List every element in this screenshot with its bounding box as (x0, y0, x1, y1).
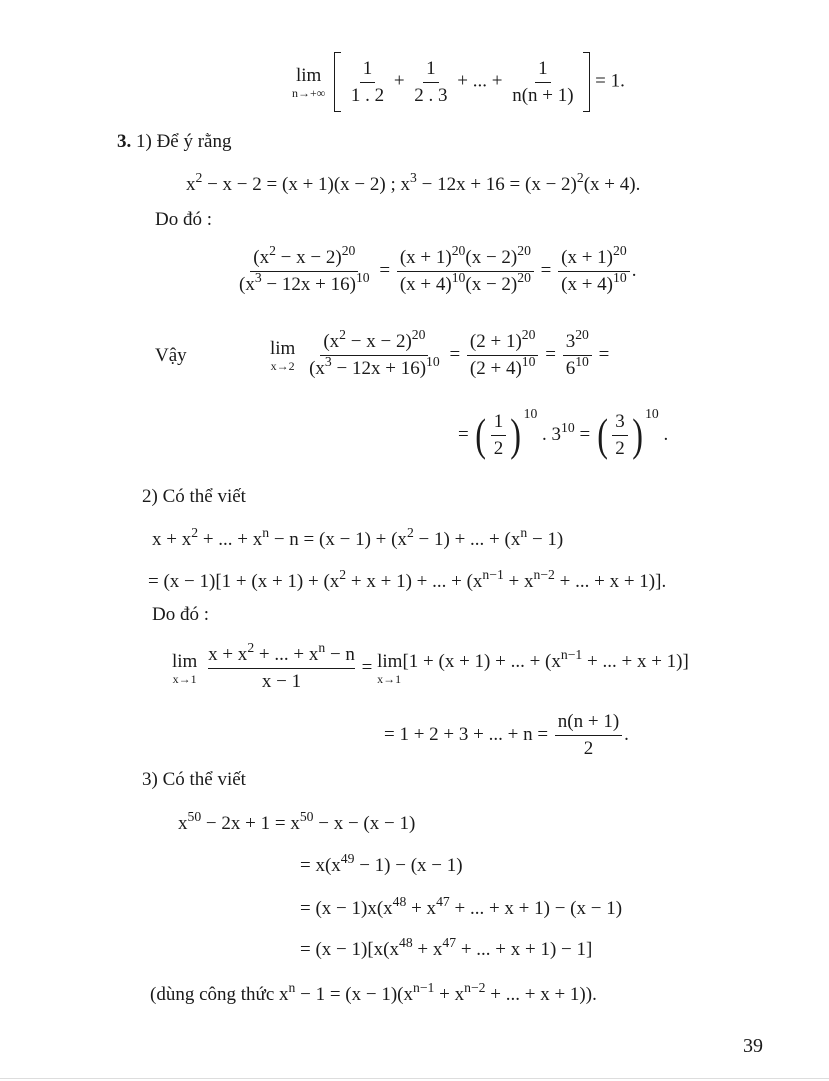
limit-operator: lim n→+∞ (292, 64, 326, 100)
fraction: $\frac{(x^2 - x - 2)^{20}}{(x^3 - 12x + 16)^{10}}$ (309, 326, 440, 379)
fraction: $\frac{(x + 1)^{20}}{(x + 4)^{10}}$ (558, 248, 630, 295)
exercise-3-heading (117, 132, 232, 151)
eq-limit-x2: lim x→2 $\frac{(x^2 - x - 2)^{20}}{(x^3 - 12x + 16)^{10}}$ = $\frac{(2 + 1)^{20}}{(2 + 4)^{10}}$ = $\frac{3^{20}}{6^{10}}$ = (270, 326, 610, 379)
fraction: $\frac{3}{2}$ (612, 412, 628, 459)
bottom-edge-line (0, 1078, 829, 1079)
fraction: $\frac{n(n + 1)}{2}$ (555, 712, 622, 759)
fraction: $\frac{3^{20}}{6^{10}}$ (563, 332, 592, 379)
part-1-intro: 1) Để ý rằng (136, 131, 232, 152)
right-bracket (583, 52, 590, 112)
eq-poly-row-2: = $x(x^{49} - 1) - (x - 1)$ (300, 850, 463, 876)
eq-sum-expand: $x + x^2$ + ... + $x^n - n = (x - 1) + (x^2 - 1)$ + ... + $(x^n - 1)$ (152, 524, 564, 550)
fraction: $\frac{(2 + 1)^{20}}{(2 + 4)^{10}}$ (467, 332, 539, 379)
eq-limit-sum: lim n→+∞ $\frac{1}{1 . 2}$ + $\frac{1}{2 . 3}$ + ... + $\frac{1}{n(n + 1)}$ = 1. (292, 52, 625, 112)
page-number: 39 (743, 1035, 763, 1057)
eq-sum-factor: = $(x - 1)[1 + (x + 1) + (x^2 + x + 1)$ + ... + ($x^{n-1} + x^{n-2}$ + ... + x + 1)]. (148, 566, 667, 592)
fraction: $\frac{1}{2}$ (491, 412, 507, 459)
fraction: $\frac{x + x^2 + ... + x^n - n}{x - 1}$ (208, 639, 355, 692)
vay-label: Vậy (155, 345, 187, 366)
left-bracket (334, 52, 341, 112)
exercise-number: 3. (117, 131, 132, 152)
eq-fraction-simplify: $\frac{(x^2 - x - 2)^{20}}{(x^3 - 12x + 16)^{10}}$ = $\frac{(x + 1)^{20}(x - 2)^{20}}{(x + 4)^{10}(x - 2)^{20}}$ = $\frac{(x + 1)^{20}}{(x + 4)^{10}}$ . (234, 248, 636, 295)
part-3-intro: 3) Có thể viết (142, 769, 246, 790)
eq-limit-x1: lim x→1 $\frac{x + x^2 + ... + x^n - n}{x - 1}$ = lim[1 + (x + 1) + ... + ($x^{n-1}$ + ... + x + 1)] x→1 (172, 639, 689, 692)
eq-poly-row-1: $x^{50} - 2x + 1 = x^{50} - x - (x - 1)$ (178, 808, 416, 834)
eq-factorizations: $x^2 - x - 2 = (x + 1)(x - 2)$ ; $x^3 - 12x + 16 = (x - 2)^2(x + 4)$. (186, 169, 641, 195)
eq-poly-row-3: = $(x - 1)x(x^{48} + x^{47}$ + ... + x + 1) − (x − 1) (300, 893, 623, 919)
fraction: $\frac{1}{1 . 2}$ (350, 57, 385, 106)
eq-sum-result: = 1 + 2 + 3 + ... + n = $\frac{n(n + 1)}{2}$ . (384, 711, 629, 759)
fraction: $\frac{1}{n(n + 1)}$ (512, 57, 574, 106)
limit-operator: lim[1 + (x + 1) + ... + ($x^{n-1}$ + ... + x + 1)] x→1 (377, 646, 689, 686)
limit-operator: lim x→1 (172, 650, 198, 686)
fraction: $\frac{(x + 1)^{20}(x - 2)^{20}}{(x + 4)^{10}(x - 2)^{20}}$ (397, 248, 534, 295)
eq-poly-row-4: = $(x - 1)[x(x^{48} + x^{47}$ + ... + x + 1) − 1] (300, 934, 593, 960)
fraction: $\frac{1}{2 . 3}$ (414, 57, 448, 106)
fraction: $\frac{(x^2 - x - 2)^{20}}{(x^3 - 12x + 16)^{10}}$ (239, 242, 370, 295)
formula-note: (dùng công thức $x^n - 1 = (x - 1)(x^{n-1} + x^{n-2}$ + ... + x + 1)). (150, 979, 597, 1005)
eq-power-result: = ( $\frac{1}{2}$ ) $^{10}$ . $3^{10}$ = ( $\frac{3}{2}$ ) $^{10}$ . (458, 405, 669, 461)
limit-operator: lim x→2 (270, 337, 296, 373)
part-2-intro: 2) Có thể viết (142, 486, 246, 507)
do-do-label: Do đó : (152, 604, 209, 625)
do-do-label: Do đó : (155, 209, 212, 230)
